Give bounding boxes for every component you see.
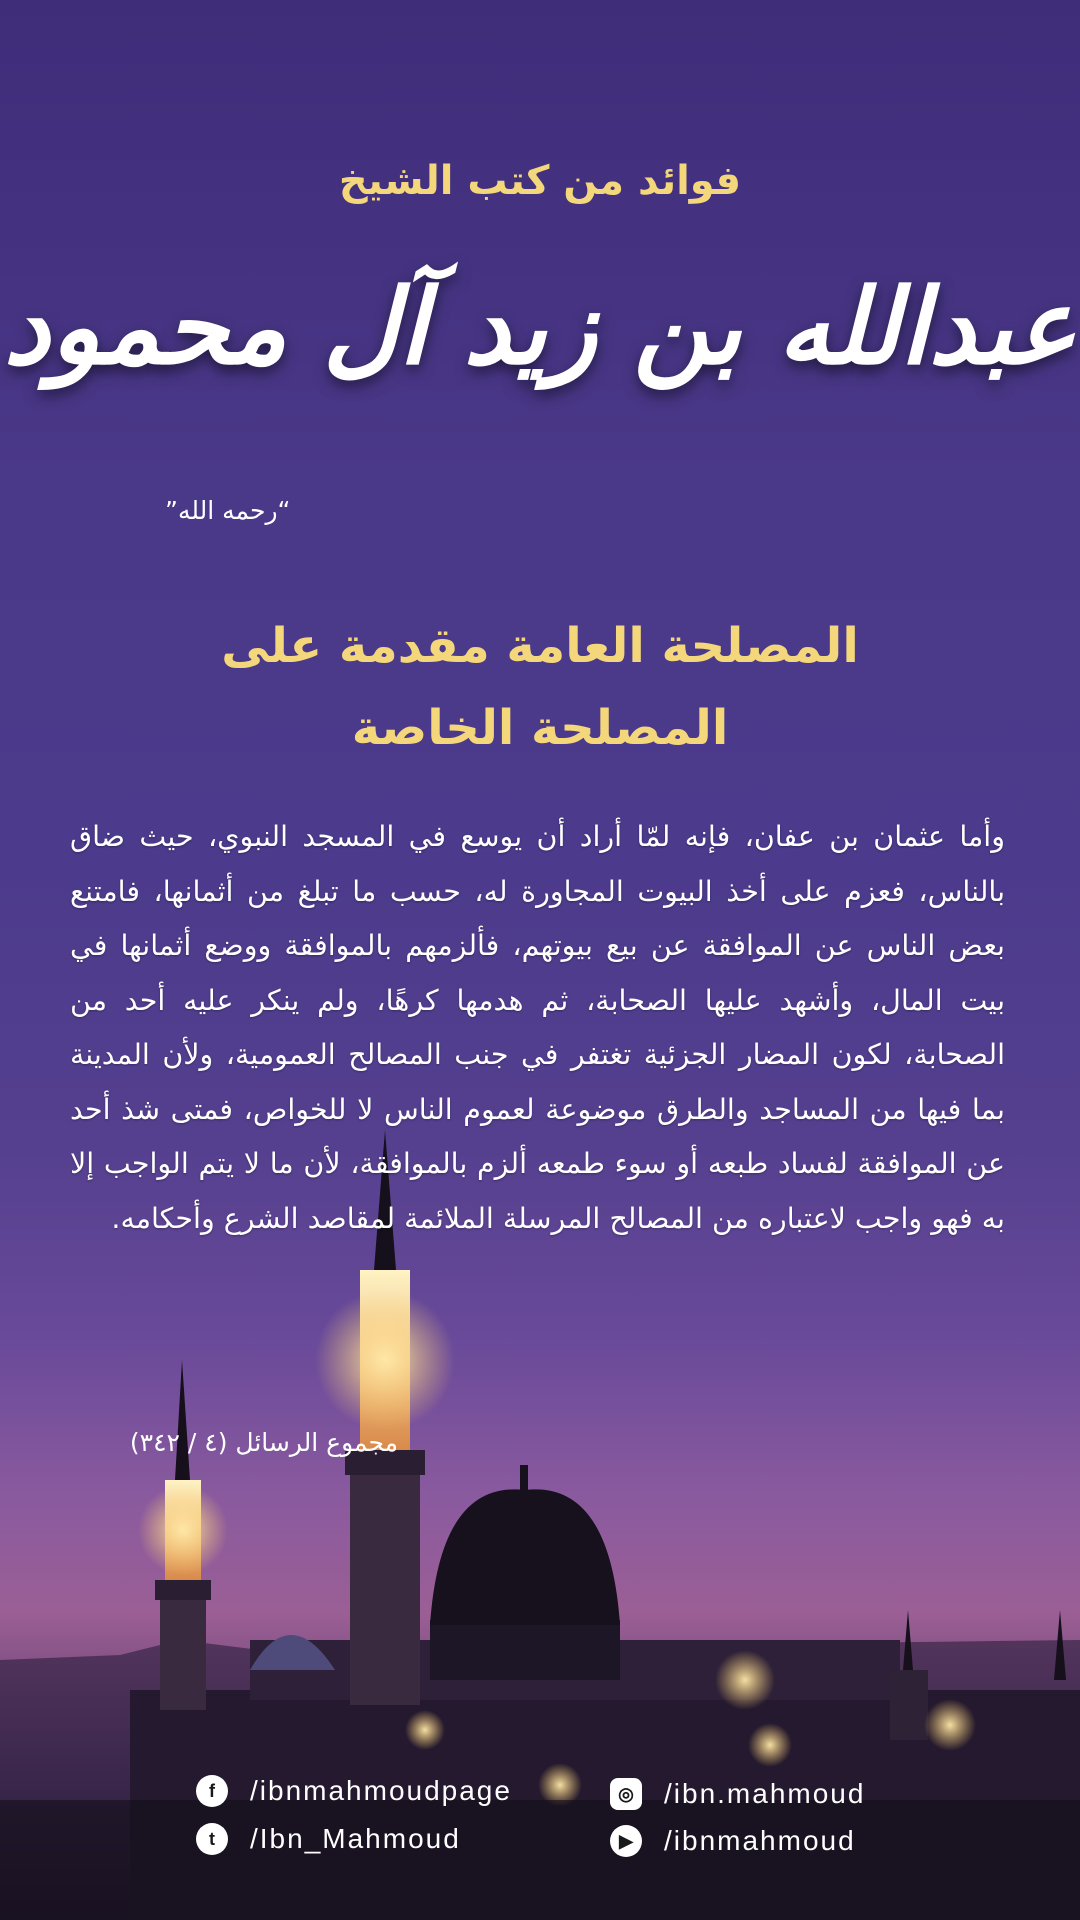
instagram-handle: /ibn.mahmoud bbox=[664, 1778, 866, 1809]
youtube-icon: ▶ bbox=[610, 1825, 642, 1857]
twitter-handle: /Ibn_Mahmoud bbox=[250, 1823, 461, 1854]
article-heading-line1: المصلحة العامة مقدمة على bbox=[221, 618, 859, 674]
article-heading-line2: المصلحة الخاصة bbox=[351, 700, 729, 756]
twitter-icon: t bbox=[196, 1823, 228, 1855]
facebook-icon: f bbox=[196, 1775, 228, 1807]
source-citation: مجموع الرسائل (٤ / ٣٤٢) bbox=[129, 1428, 398, 1457]
instagram-link[interactable] bbox=[610, 1778, 865, 1810]
article-body: وأما عثمان بن عفان، فإنه لمّا أراد أن يوسع في المسجد النبوي، حيث ضاق بالناس، فعزم على أخذ البيوت المجاورة له، حسب ما تبلغ من أثمانها، فامتنع بعض الناس عن الموافقة عن بيع بيوتهم، فألزمهم بالموافقة ووضع أثمانها في بيت المال، وأشهد عليها الصحابة، ثم هدمها كرهًا، ولم ينكر عليه أحد من الصحابة، لكون المضار الجزئية تغتفر في جنب المصالح العمومية، ولأن المدينة بما فيها من المساجد والطرق موضوعة لعموم الناس لا للخواص، فمتى شذ أحد عن الموافقة لفساد طبعه أو سوء طمعه ألزم بالموافقة، لأن ما لا يتم الواجب إلا به فهو واجب لاعتباره من المصالح المرسلة الملائمة لمقاصد الشرع وأحكامه. bbox=[70, 820, 1005, 1235]
youtube-link[interactable] bbox=[610, 1825, 856, 1857]
youtube-handle: /ibnmahmoud bbox=[664, 1825, 856, 1856]
facebook-link[interactable] bbox=[196, 1775, 512, 1807]
facebook-handle: /ibnmahmoudpage bbox=[250, 1775, 512, 1806]
series-subtitle: فوائد من كتب الشيخ bbox=[338, 158, 742, 204]
twitter-link[interactable] bbox=[196, 1823, 461, 1855]
honorific: “رحمه الله” bbox=[165, 496, 291, 525]
instagram-icon: ◎ bbox=[610, 1778, 642, 1810]
author-name-calligraphy: عبدالله بن زيد آل محمود bbox=[3, 265, 1077, 388]
